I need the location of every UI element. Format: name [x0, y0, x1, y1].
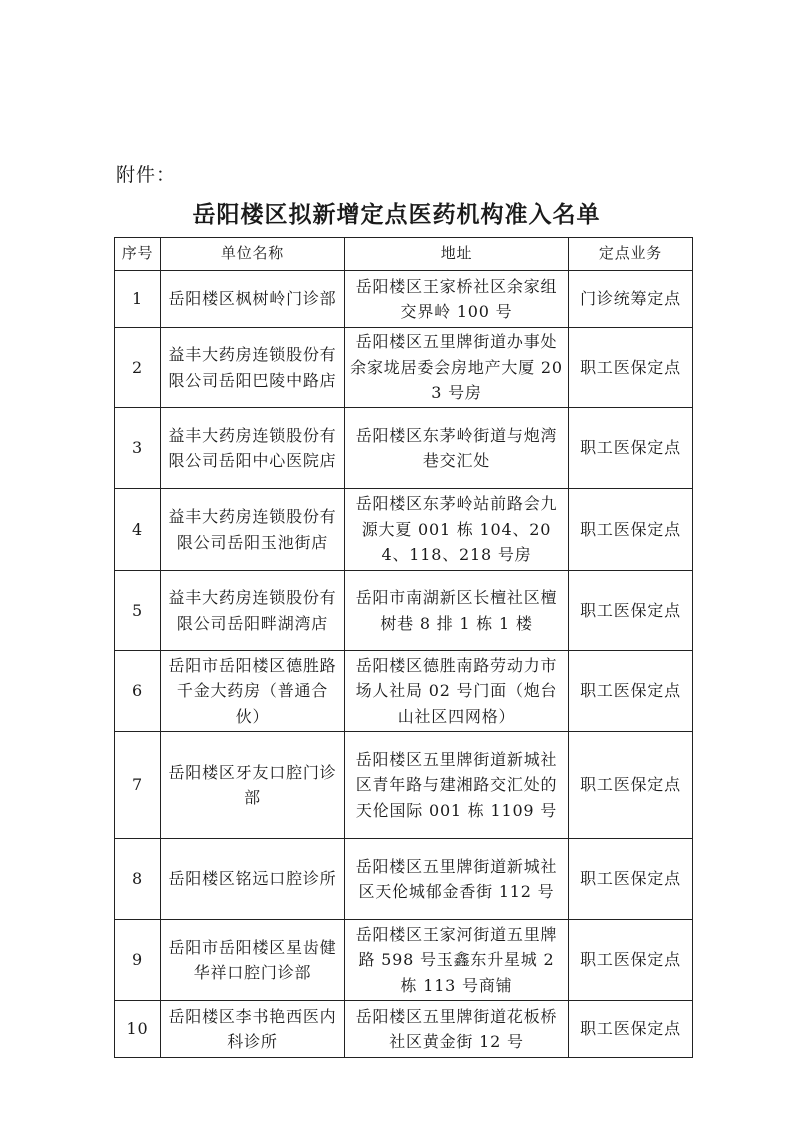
business-cell: 职工医保定点 [569, 651, 693, 732]
header-designated-business: 定点业务 [569, 238, 693, 271]
header-unit-name: 单位名称 [161, 238, 345, 271]
business-cell: 职工医保定点 [569, 408, 693, 489]
unit-name-cell: 岳阳楼区李书艳西医内科诊所 [161, 1001, 345, 1058]
business-cell: 门诊统筹定点 [569, 271, 693, 328]
table-row [115, 1001, 693, 1058]
business-cell: 职工医保定点 [569, 489, 693, 571]
unit-name-cell: 益丰大药房连锁股份有限公司岳阳玉池街店 [161, 489, 345, 571]
serial-number-cell: 4 [115, 489, 161, 571]
business-cell: 职工医保定点 [569, 839, 693, 920]
header-address: 地址 [345, 238, 569, 271]
unit-name-cell: 岳阳楼区铭远口腔诊所 [161, 839, 345, 920]
table-row [115, 920, 693, 1001]
table-row [115, 408, 693, 489]
address-cell: 岳阳楼区五里牌街道花板桥社区黄金街 12 号 [345, 1001, 569, 1058]
unit-name-cell: 岳阳楼区牙友口腔门诊部 [161, 732, 345, 839]
serial-number-cell: 10 [115, 1001, 161, 1058]
business-cell: 职工医保定点 [569, 571, 693, 651]
unit-name-cell: 岳阳楼区枫树岭门诊部 [161, 271, 345, 328]
serial-number-cell: 7 [115, 732, 161, 839]
address-cell: 岳阳楼区王家桥社区余家组交界岭 100 号 [345, 271, 569, 328]
address-cell: 岳阳楼区德胜南路劳动力市场人社局 02 号门面（炮台山社区四网格） [345, 651, 569, 732]
table-row [115, 328, 693, 408]
address-cell: 岳阳楼区王家河街道五里牌路 598 号玉鑫东升星城 2 栋 113 号商铺 [345, 920, 569, 1001]
serial-number-cell: 2 [115, 328, 161, 408]
business-cell: 职工医保定点 [569, 328, 693, 408]
table-row [115, 839, 693, 920]
serial-number-cell: 6 [115, 651, 161, 732]
table-header-row [115, 238, 693, 271]
table-row [115, 571, 693, 651]
address-cell: 岳阳市南湖新区长檀社区檀树巷 8 排 1 栋 1 楼 [345, 571, 569, 651]
table-row [115, 651, 693, 732]
serial-number-cell: 5 [115, 571, 161, 651]
attachment-label: 附件： [116, 164, 177, 186]
address-cell: 岳阳楼区东茅岭街道与炮湾巷交汇处 [345, 408, 569, 489]
unit-name-cell: 岳阳市岳阳楼区星齿健华祥口腔门诊部 [161, 920, 345, 1001]
serial-number-cell: 3 [115, 408, 161, 489]
serial-number-cell: 8 [115, 839, 161, 920]
business-cell: 职工医保定点 [569, 732, 693, 839]
table-row [115, 489, 693, 571]
address-cell: 岳阳楼区五里牌街道新城社区天伦城郁金香街 112 号 [345, 839, 569, 920]
admission-list-table [114, 237, 693, 1058]
table-row [115, 732, 693, 839]
serial-number-cell: 1 [115, 271, 161, 328]
header-serial-number: 序号 [115, 238, 161, 271]
business-cell: 职工医保定点 [569, 920, 693, 1001]
serial-number-cell: 9 [115, 920, 161, 1001]
business-cell: 职工医保定点 [569, 1001, 693, 1058]
unit-name-cell: 益丰大药房连锁股份有限公司岳阳畔湖湾店 [161, 571, 345, 651]
unit-name-cell: 岳阳市岳阳楼区德胜路千金大药房（普通合伙） [161, 651, 345, 732]
unit-name-cell: 益丰大药房连锁股份有限公司岳阳中心医院店 [161, 408, 345, 489]
unit-name-cell: 益丰大药房连锁股份有限公司岳阳巴陵中路店 [161, 328, 345, 408]
address-cell: 岳阳楼区东茅岭站前路会九源大夏 001 栋 104、204、118、218 号房 [345, 489, 569, 571]
table-row [115, 271, 693, 328]
address-cell: 岳阳楼区五里牌街道办事处余家垅居委会房地产大厦 203 号房 [345, 328, 569, 408]
address-cell: 岳阳楼区五里牌街道新城社区青年路与建湘路交汇处的天伦国际 001 栋 1109 号 [345, 732, 569, 839]
document-title: 岳阳楼区拟新增定点医药机构准入名单 [192, 201, 601, 228]
